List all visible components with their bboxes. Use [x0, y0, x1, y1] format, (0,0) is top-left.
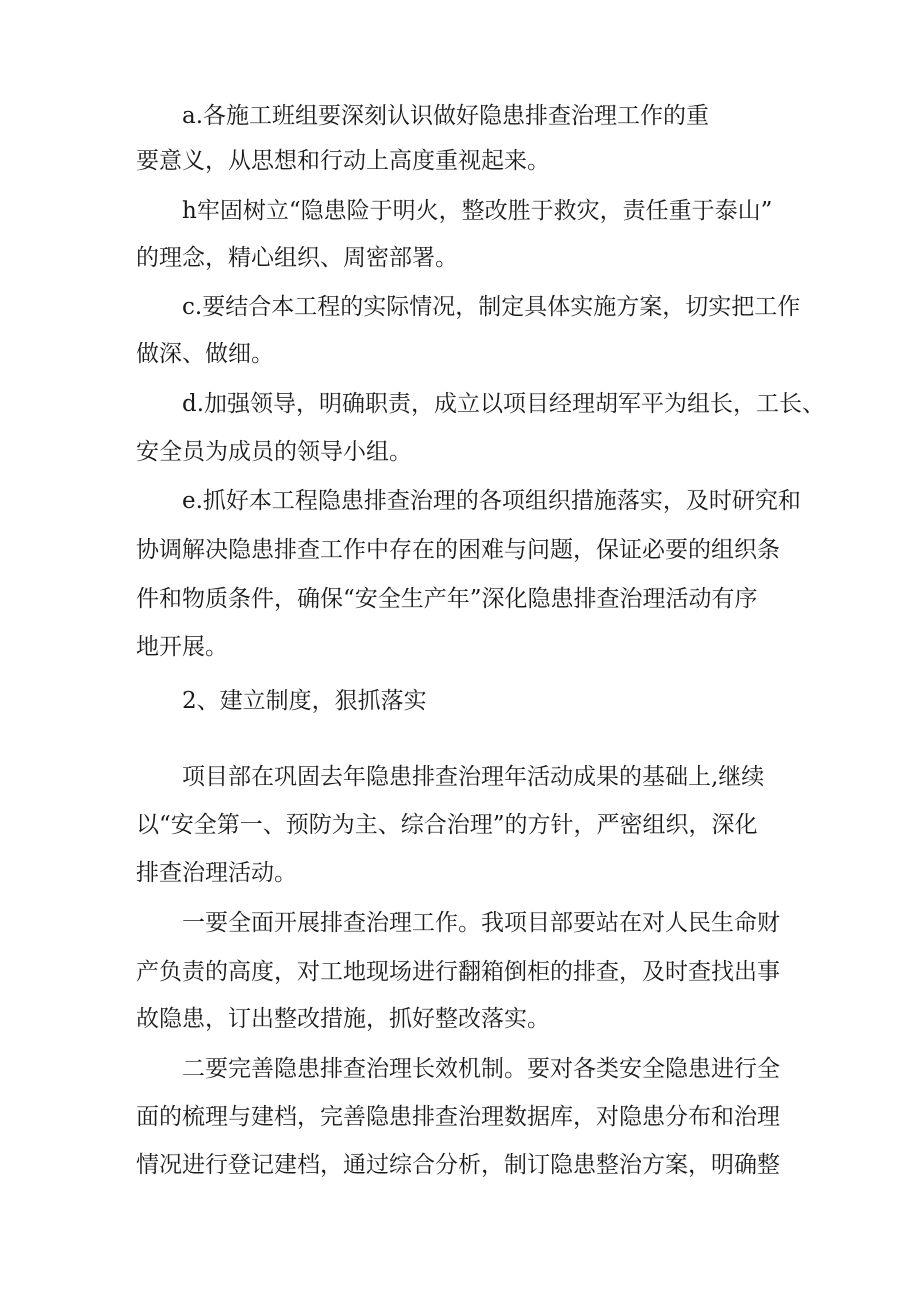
text-line: 地开展。: [136, 634, 228, 660]
text-line: 件和物质条件，确保“安全生产年”深化隐患排查治理活动有序: [136, 586, 758, 612]
text-line: h牢固树立“隐患险于明火，整改胜于救灾，责任重于泰山”: [182, 198, 773, 224]
text-line: 要意义，从思想和行动上高度重视起来。: [136, 148, 550, 174]
text-line: 产负责的高度，对工地现场进行翻箱倒柜的排查，及时查找出事: [136, 959, 780, 985]
text-line: 排查治理活动。: [136, 860, 297, 886]
text-line: c.要结合本工程的实际情况，制定具体实施方案，切实把工作: [182, 294, 801, 320]
text-line: 情况进行登记建档，通过综合分析，制订隐患整治方案，明确整: [136, 1152, 780, 1178]
section-heading: 2、建立制度，狠抓落实: [182, 688, 427, 714]
text-line: 的理念，精心组织、周密部署。: [136, 245, 458, 271]
text-line: d.加强领导，明确职责，成立以项目经理胡军平为组长，工长、: [182, 391, 826, 417]
text-line: 面的梳理与建档，完善隐患排查治理数据库，对隐患分布和治理: [136, 1104, 780, 1130]
text-line: 一要全面开展排查治理工作。我项目部要站在对人民生命财: [182, 910, 780, 936]
text-line: 以“安全第一、预防为主、综合治理”的方针，严密组织，深化: [136, 812, 758, 838]
text-line: 做深、做细。: [136, 341, 274, 367]
text-line: e.抓好本工程隐患排查治理的各项组织措施落实，及时研究和: [182, 488, 801, 514]
text-line: a.各施工班组要深刻认识做好隐患排查治理工作的重: [182, 103, 710, 129]
text-line: 协调解决隐患排查工作中存在的困难与问题，保证必要的组织条: [136, 537, 780, 563]
text-line: 二要完善隐患排查治理长效机制。要对各类安全隐患进行全: [182, 1056, 780, 1082]
text-line: 项目部在巩固去年隐患排查治理年活动成果的基础上,继续: [182, 764, 765, 790]
text-line: 故隐患，订出整改措施，抓好整改落实。: [136, 1006, 550, 1032]
text-line: 安全员为成员的领导小组。: [136, 439, 412, 465]
